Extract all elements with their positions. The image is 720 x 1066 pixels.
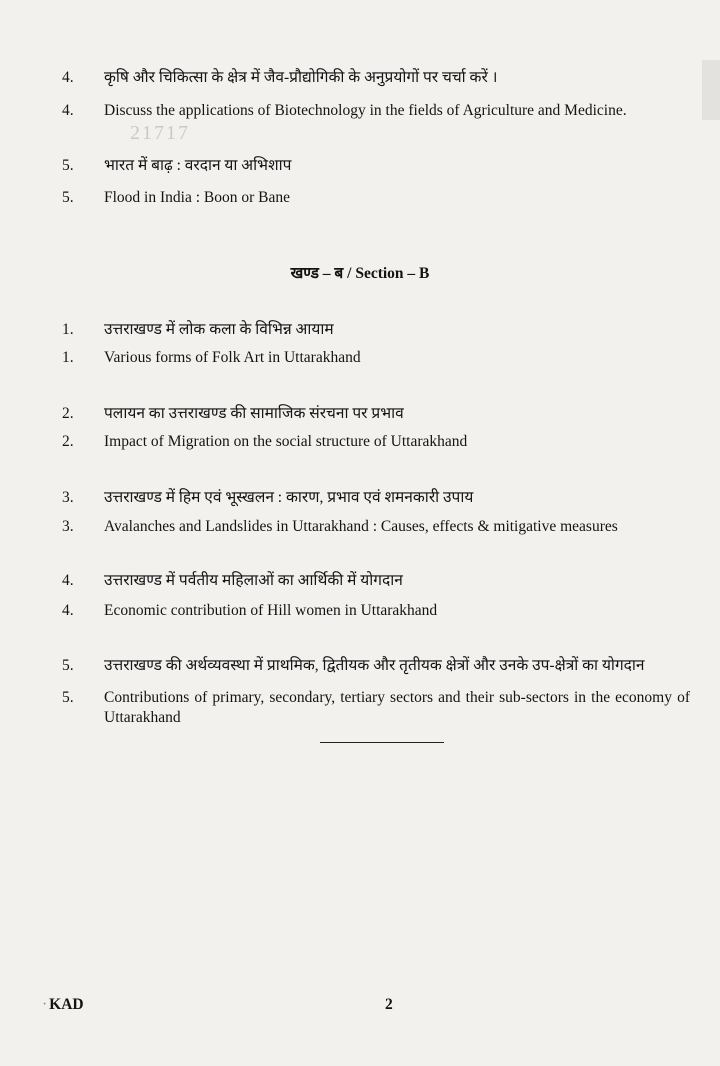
question-number: 4. [62, 102, 74, 119]
page-number: 2 [385, 996, 393, 1013]
question-text-english: Contributions of primary, secondary, tertiary sectors and their sub-sectors in the economy of Uttarakhand [104, 689, 690, 726]
question-number: 4. [62, 69, 74, 86]
question-text-hindi: भारत में बाढ़ : वरदान या अभिशाप [104, 157, 292, 174]
question-b2-hindi [62, 404, 690, 424]
question-a5-english [62, 188, 690, 208]
question-number: 5. [62, 157, 74, 174]
question-text-english: Flood in India : Boon or Bane [104, 189, 290, 206]
end-rule [320, 742, 444, 743]
scan-edge [702, 60, 720, 120]
question-b2-english [62, 432, 690, 452]
question-text-hindi: पलायन का उत्तराखण्ड की सामाजिक संरचना पर प्रभाव [104, 405, 404, 422]
question-a5-hindi [62, 156, 690, 176]
question-text-english: Economic contribution of Hill women in Uttarakhand [104, 602, 438, 619]
question-number: 5. [62, 657, 74, 674]
question-b1-hindi [62, 320, 690, 340]
question-text-english: Avalanches and Landslides in Uttarakhand : Causes, effects & mitigative measures [104, 518, 618, 535]
question-text-hindi: उत्तराखण्ड में हिम एवं भूस्खलन : कारण, प्रभाव एवं शमनकारी उपाय [104, 489, 474, 506]
question-b4-hindi [62, 571, 690, 591]
question-number: 1. [62, 349, 74, 366]
question-number: 4. [62, 602, 74, 619]
question-text-english: Discuss the applications of Biotechnology in the fields of Agriculture and Medicine. [104, 102, 627, 119]
paper-code-text: KAD [49, 996, 84, 1013]
question-text-hindi: उत्तराखण्ड में लोक कला के विभिन्न आयाम [104, 321, 334, 338]
question-a4-english [62, 101, 690, 121]
question-number: 3. [62, 518, 74, 535]
question-text-english: Impact of Migration on the social structure of Uttarakhand [104, 433, 468, 450]
question-b5-english [62, 688, 690, 728]
question-number: 5. [62, 189, 74, 206]
question-a4-hindi [62, 68, 690, 88]
question-number: 2. [62, 405, 74, 422]
question-text-hindi: उत्तराखण्ड की अर्थव्यवस्था में प्राथमिक, द्वितीयक और तृतीयक क्षेत्रों और उनके उप-क्षेत्रों का योगदान [104, 657, 645, 674]
question-b4-english [62, 601, 690, 621]
question-number: 1. [62, 321, 74, 338]
question-text-english: Various forms of Folk Art in Uttarakhand [104, 349, 361, 366]
question-b3-hindi [62, 488, 690, 508]
scan-mark: · [42, 996, 48, 1013]
question-text-hindi: कृषि और चिकित्सा के क्षेत्र में जैव-प्रौद्योगिकी के अनुप्रयोगों पर चर्चा करें । [104, 69, 498, 86]
paper-code [42, 996, 84, 1014]
question-number: 2. [62, 433, 74, 450]
section-heading: खण्ड – ब / Section – B [290, 265, 430, 282]
question-b3-english [62, 517, 690, 537]
question-text-hindi: उत्तराखण्ड में पर्वतीय महिलाओं का आर्थिकी में योगदान [104, 572, 403, 589]
question-number: 5. [62, 689, 74, 706]
question-number: 4. [62, 572, 74, 589]
faded-stamp: 21717 [130, 122, 190, 144]
question-b5-hindi [62, 656, 690, 676]
question-b1-english [62, 348, 690, 368]
question-number: 3. [62, 489, 74, 506]
